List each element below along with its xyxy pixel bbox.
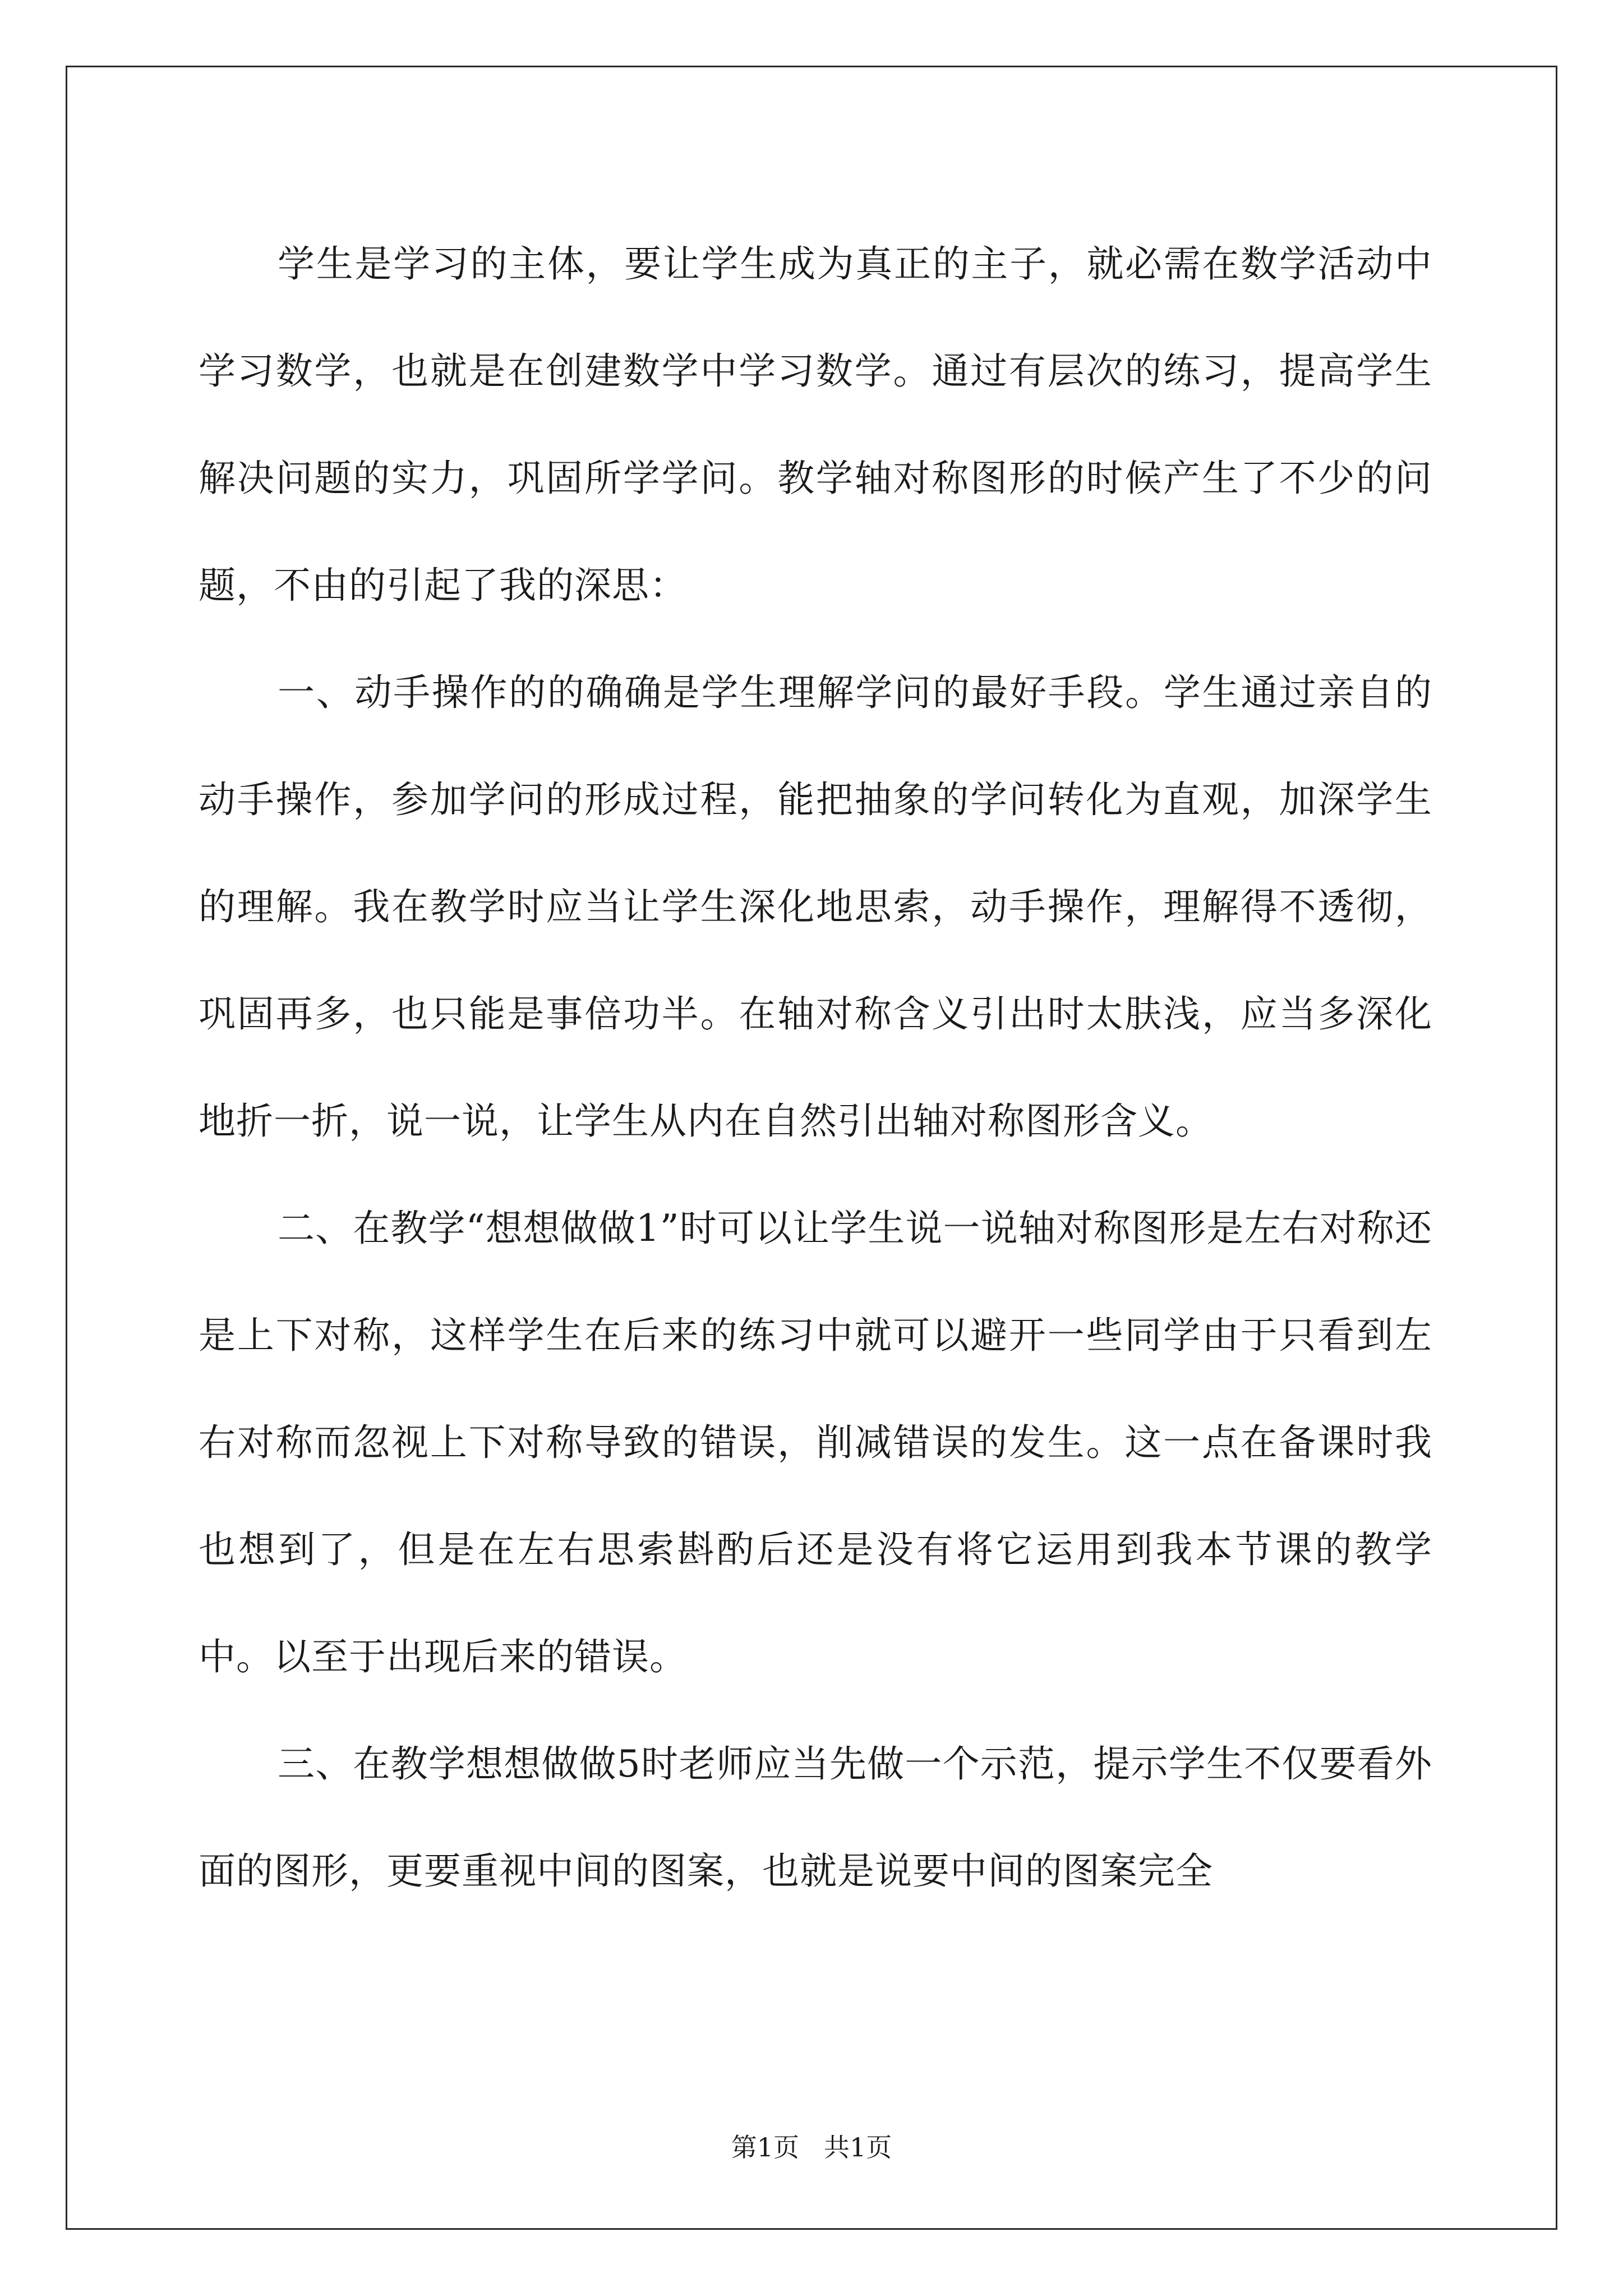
- paragraph-2: 一、动手操作的的确确是学生理解学问的最好手段。学生通过亲自的动手操作，参加学问的形成过程，能把抽象的学问转化为直观，加深学生的理解。我在教学时应当让学生深化地思索，动手操作，理解得不透彻，巩固再多，也只能是事倍功半。在轴对称含义引出时太肤浅，应当多深化地折一折，说一说，让学生从内在自然引出轴对称图形含义。: [199, 671, 1432, 1143]
- document-body: [199, 210, 1432, 1925]
- page-total: 共1页: [823, 2132, 892, 2162]
- paragraph-1: 学生是学习的主体，要让学生成为真正的主子，就必需在数学活动中学习数学，也就是在创建数学中学习数学。通过有层次的练习，提高学生解决问题的实力，巩固所学学问。教学轴对称图形的时候产生了不少的问题，不由的引起了我的深思：: [199, 242, 1432, 607]
- page-number: 第1页: [731, 2132, 800, 2162]
- paragraph-4: 三、在教学想想做做5时老师应当先做一个示范，提示学生不仅要看外面的图形，更要重视中间的图案，也就是说要中间的图案完全: [199, 1742, 1432, 1893]
- page-footer: [0, 2131, 1623, 2164]
- paragraph-3: 二、在教学“想想做做1”时可以让学生说一说轴对称图形是左右对称还是上下对称，这样学生在后来的练习中就可以避开一些同学由于只看到左右对称而忽视上下对称导致的错误，削减错误的发生。这一点在备课时我也想到了，但是在左右思索斟酌后还是没有将它运用到我本节课的教学中。以至于出现后来的错误。: [199, 1207, 1432, 1678]
